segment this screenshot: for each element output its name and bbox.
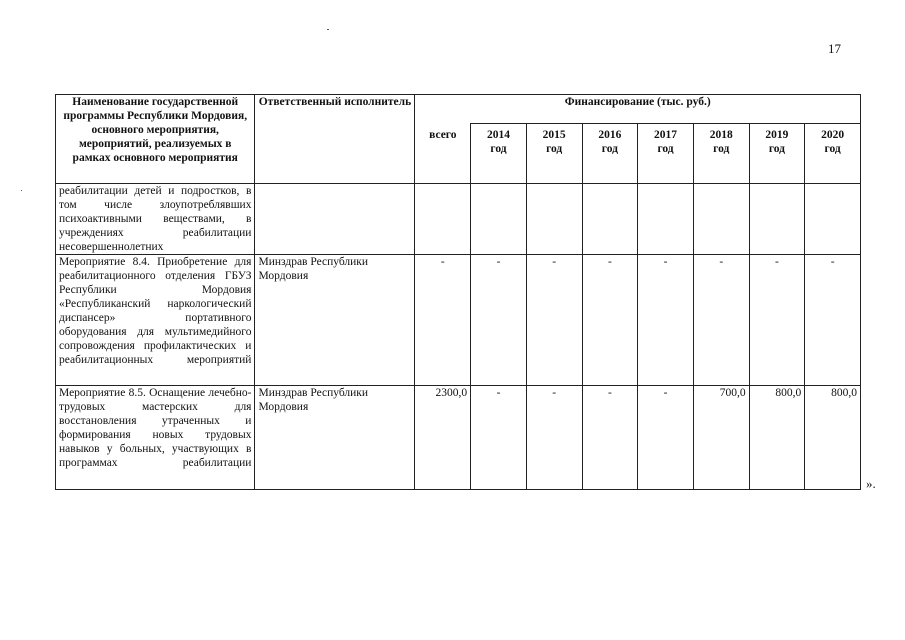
row-value-2018: - xyxy=(693,255,749,386)
header-financing-label: Финансирование (тыс. руб.) xyxy=(564,96,711,108)
row-value-2015: - xyxy=(526,386,582,490)
financing-table xyxy=(55,94,861,490)
row-executor: Минздрав Республики Мордовия xyxy=(255,255,415,386)
header-executor: Ответственный исполнитель xyxy=(255,95,415,184)
table-row xyxy=(56,255,861,386)
table-row xyxy=(56,184,861,255)
row-value-2020 xyxy=(805,184,861,255)
header-year-2020 xyxy=(805,124,861,184)
year-unit: год xyxy=(713,143,730,155)
row-program-name: Мероприятие 8.5. Оснащение лечебно-трудовых мастерских для восстановления утраченных и формирования новых трудовых навыков у больных, участвующих в программах реабилитации xyxy=(56,386,255,490)
year-label: 2015 xyxy=(542,129,566,141)
scan-speck xyxy=(327,29,329,30)
year-label: 2017 xyxy=(654,129,678,141)
header-year-2015 xyxy=(526,124,582,184)
row-value-2019 xyxy=(749,184,805,255)
year-unit: год xyxy=(657,143,674,155)
row-value-2014: - xyxy=(471,386,527,490)
year-label: 2020 xyxy=(821,129,845,141)
row-value-2016 xyxy=(582,184,638,255)
row-program-name: реабилитации детей и подростков, в том числе злоупотреблявших психоактивными веществами, в учреждениях реабилитации несовершеннолетних xyxy=(56,184,255,255)
row-value-2017: - xyxy=(638,255,694,386)
year-unit: год xyxy=(824,143,841,155)
row-value-2015 xyxy=(526,184,582,255)
row-value-2016: - xyxy=(582,386,638,490)
year-unit: год xyxy=(490,143,507,155)
row-program-name: Мероприятие 8.4. Приобретение для реабилитационного отделения ГБУЗ Республики Мордовия «Республиканский наркологический диспансер» портативного оборудования для мультимедийного сопровождения профилактических и реабилитационных мероприятий xyxy=(56,255,255,386)
row-value-2014 xyxy=(471,184,527,255)
scan-speck xyxy=(21,190,22,191)
row-total: 2300,0 xyxy=(415,386,471,490)
row-value-2017 xyxy=(638,184,694,255)
year-unit: год xyxy=(768,143,785,155)
row-total xyxy=(415,184,471,255)
year-label: 2016 xyxy=(598,129,622,141)
row-value-2019: 800,0 xyxy=(749,386,805,490)
row-value-2020: - xyxy=(805,255,861,386)
closing-quote: ». xyxy=(866,476,876,491)
header-year-2017 xyxy=(638,124,694,184)
table-row xyxy=(56,386,861,490)
header-total: всего xyxy=(415,124,471,184)
header-year-2019 xyxy=(749,124,805,184)
page-number: 17 xyxy=(828,41,841,56)
row-executor xyxy=(255,184,415,255)
year-label: 2018 xyxy=(709,129,733,141)
row-value-2020: 800,0 xyxy=(805,386,861,490)
row-value-2018: 700,0 xyxy=(693,386,749,490)
row-value-2014: - xyxy=(471,255,527,386)
year-label: 2014 xyxy=(486,129,510,141)
row-value-2016: - xyxy=(582,255,638,386)
header-financing xyxy=(415,95,861,124)
header-program-name: Наименование государственной программы Республики Мордовия, основного мероприятия, мероприятий, реализуемых в рамках основного мероприятия xyxy=(56,95,255,184)
year-unit: год xyxy=(546,143,563,155)
year-unit: год xyxy=(601,143,618,155)
header-year-2018 xyxy=(693,124,749,184)
header-year-2016 xyxy=(582,124,638,184)
row-value-2017: - xyxy=(638,386,694,490)
year-label: 2019 xyxy=(765,129,789,141)
row-executor: Минздрав Республики Мордовия xyxy=(255,386,415,490)
row-value-2018 xyxy=(693,184,749,255)
row-value-2015: - xyxy=(526,255,582,386)
header-year-2014 xyxy=(471,124,527,184)
row-value-2019: - xyxy=(749,255,805,386)
row-total: - xyxy=(415,255,471,386)
